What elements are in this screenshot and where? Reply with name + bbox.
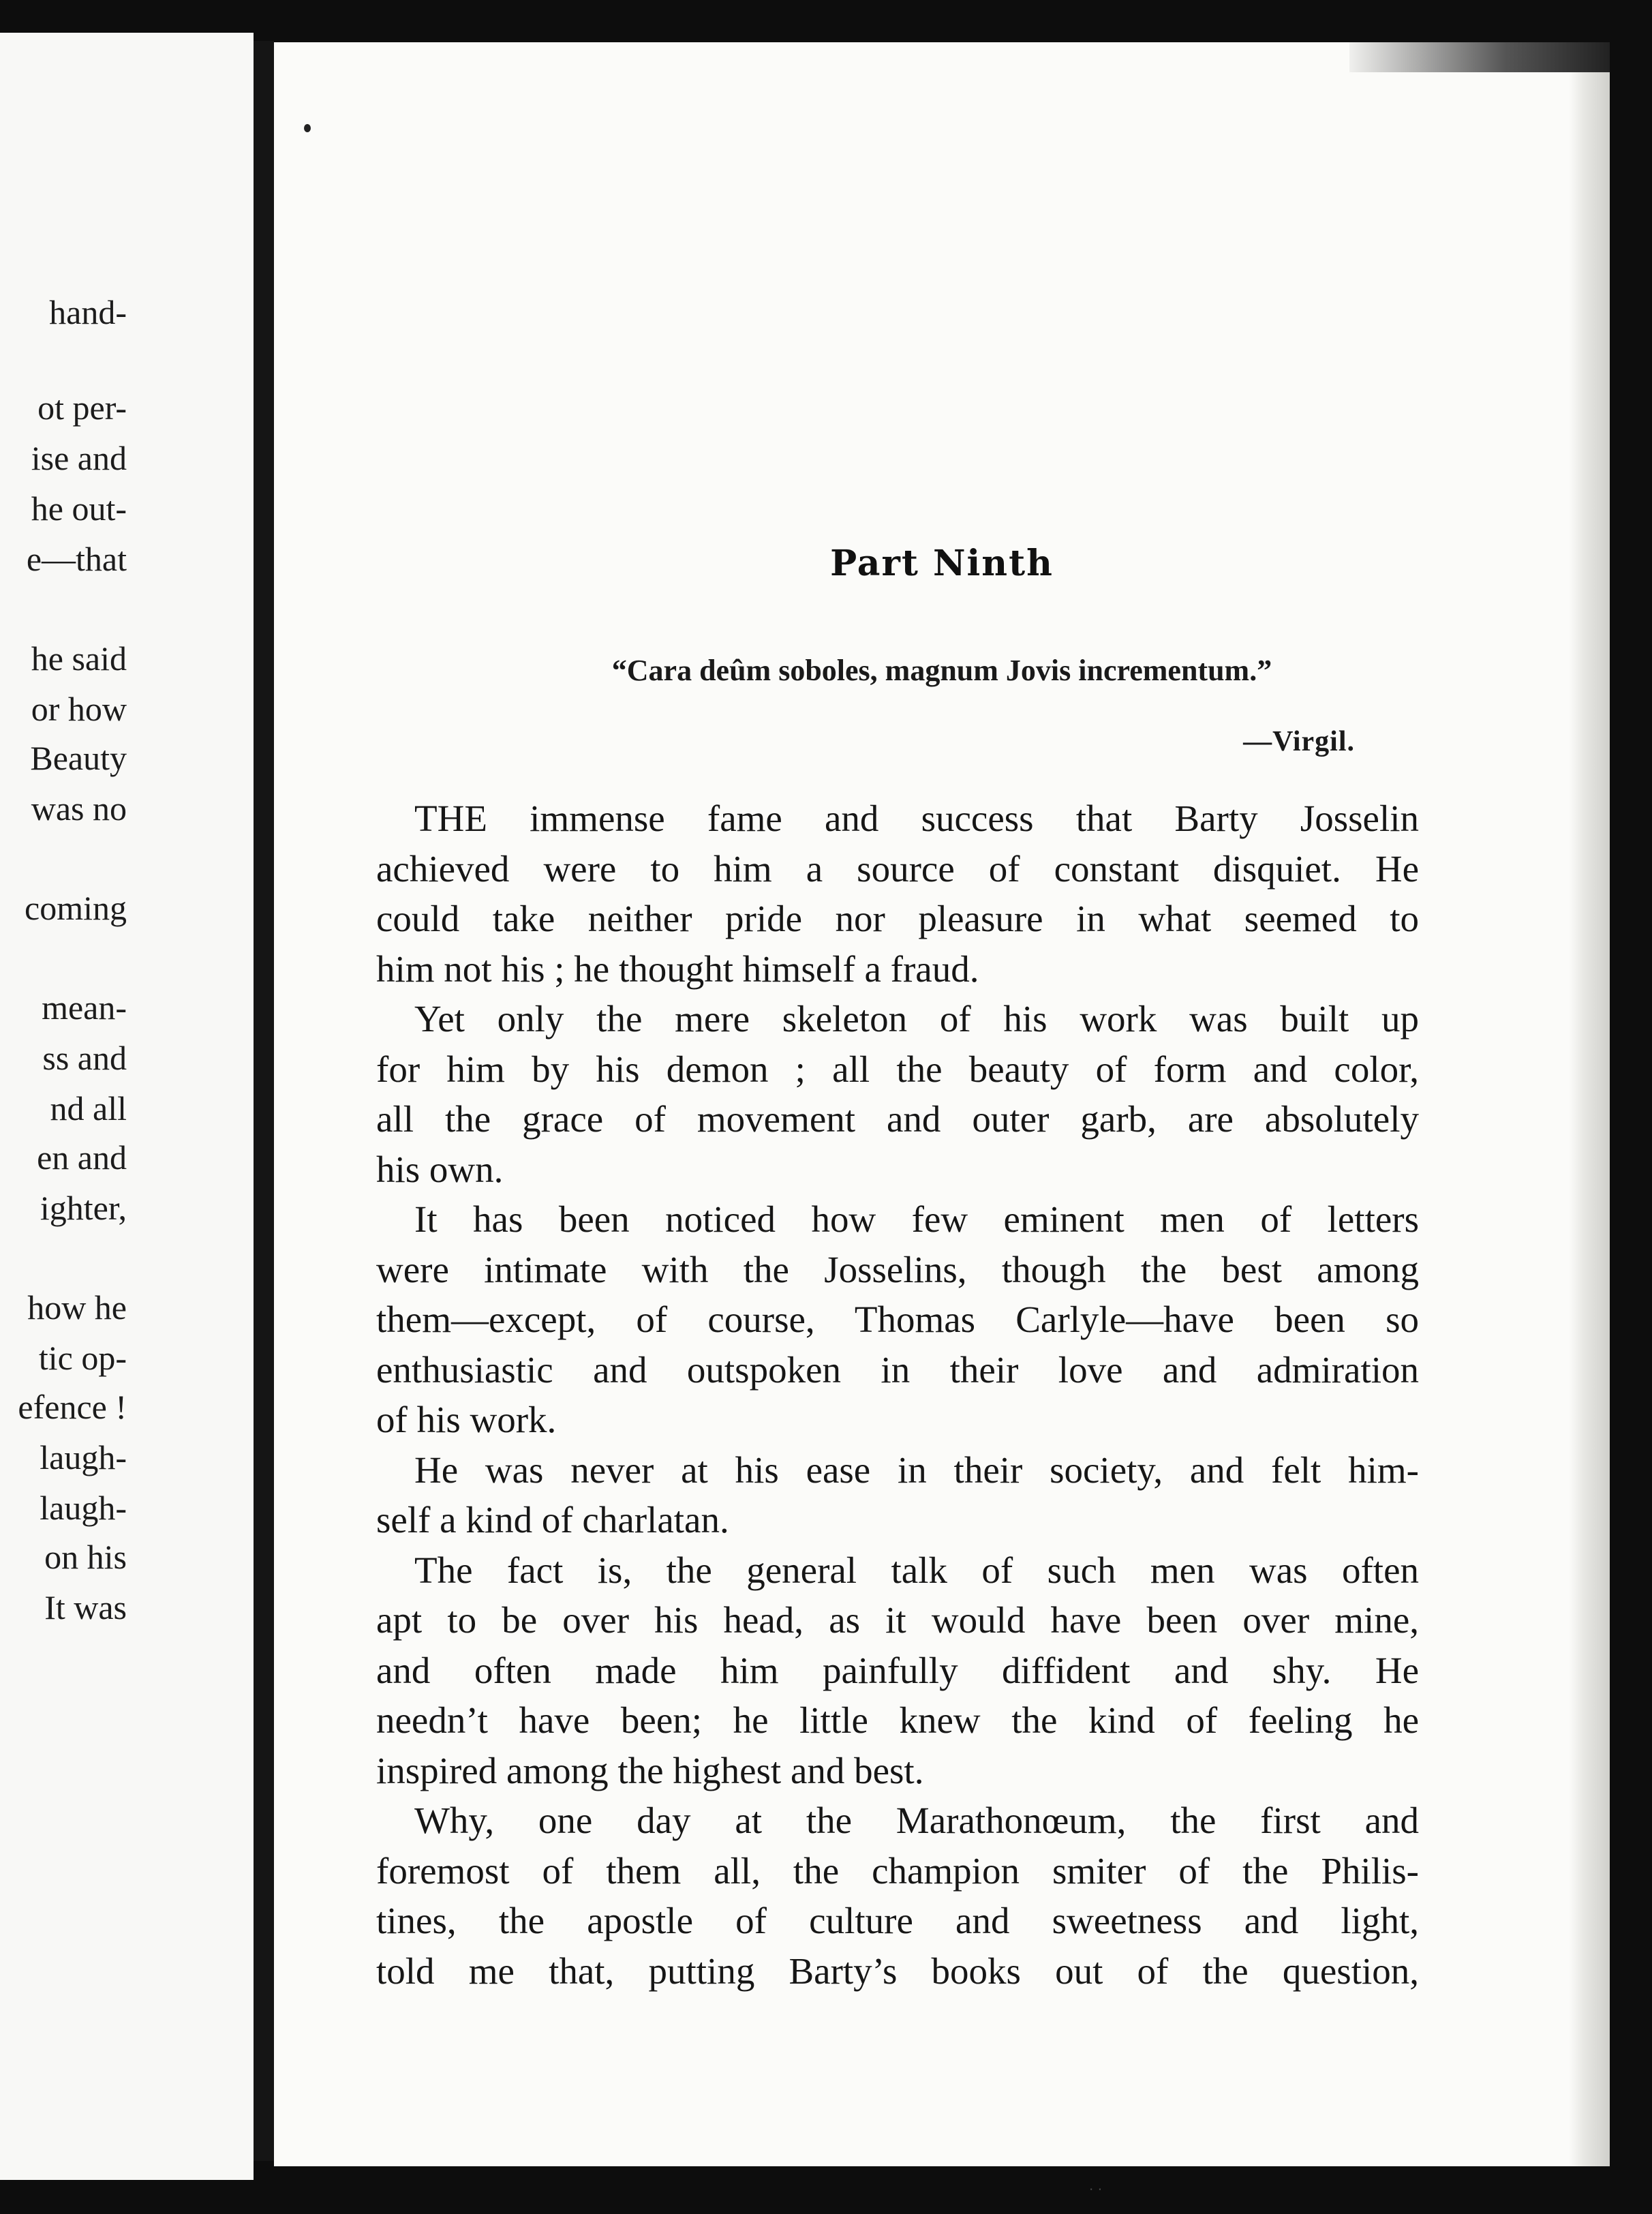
left-line: tic op- bbox=[38, 1339, 127, 1377]
text-line: of his work. bbox=[376, 1399, 557, 1440]
ink-speck bbox=[304, 124, 311, 132]
text-line: told me that, putting Barty’s books out of the question, bbox=[376, 1950, 1419, 1992]
left-line: e—that bbox=[26, 540, 127, 578]
left-line: efence ! bbox=[18, 1388, 127, 1426]
left-line: nd all bbox=[50, 1089, 127, 1127]
left-line: mean- bbox=[42, 988, 127, 1027]
text-line: all the grace of movement and outer garb, are absolutely bbox=[376, 1098, 1419, 1140]
epigraph: “Cara deûm soboles, magnum Jovis incrementum.” bbox=[611, 654, 1272, 687]
text-line: for him by his demon ; all the beauty of form and color, bbox=[376, 1048, 1419, 1090]
left-line: ighter, bbox=[40, 1189, 127, 1227]
left-line: or how bbox=[31, 690, 127, 728]
main-page bbox=[274, 42, 1610, 2166]
left-line: laugh- bbox=[40, 1438, 127, 1476]
text-line: foremost of them all, the champion smiter of the Philis- bbox=[376, 1849, 1419, 1892]
text-line: and often made him painfully diffident and shy. He bbox=[376, 1649, 1419, 1691]
text-line: Yet only the mere skeleton of his work was built up bbox=[414, 998, 1419, 1040]
text-line: them—except, of course, Thomas Carlyle—have been so bbox=[376, 1299, 1419, 1340]
part-heading: Part Ninth bbox=[830, 543, 1054, 584]
footer-marks: · · bbox=[1089, 2181, 1103, 2198]
text-line: He was never at his ease in their society, and felt him- bbox=[414, 1449, 1419, 1491]
left-line: en and bbox=[37, 1138, 127, 1177]
left-line: was no bbox=[31, 789, 127, 828]
left-line: ise and bbox=[31, 439, 127, 477]
text-line: inspired among the highest and best. bbox=[376, 1749, 924, 1791]
text-line: apt to be over his head, as it would have been over mine, bbox=[376, 1599, 1419, 1641]
left-line: Beauty bbox=[30, 739, 127, 777]
left-line: he said bbox=[31, 639, 127, 678]
text-line: THE immense fame and success that Barty Josselin bbox=[414, 798, 1419, 839]
book-gutter bbox=[254, 41, 274, 2161]
text-line: him not his ; he thought himself a fraud. bbox=[376, 947, 979, 990]
text-line: enthusiastic and outspoken in their love and admiration bbox=[376, 1348, 1419, 1391]
left-line: on his bbox=[44, 1538, 127, 1576]
text-line: needn’t have been; he little knew the kind of feeling he bbox=[376, 1699, 1419, 1741]
left-line: he out- bbox=[31, 489, 127, 528]
left-line: how he bbox=[27, 1288, 127, 1326]
body-text bbox=[376, 793, 1419, 1996]
text-line: The fact is, the general talk of such men was often bbox=[414, 1549, 1419, 1591]
text-line: It has been noticed how few eminent men of letters bbox=[414, 1198, 1419, 1240]
text-line: achieved were to him a source of constant disquiet. He bbox=[376, 847, 1419, 890]
text-line: Why, one day at the Marathonœum, the first and bbox=[414, 1800, 1419, 1841]
left-line: hand- bbox=[49, 293, 127, 331]
text-line: tines, the apostle of culture and sweetness and light, bbox=[376, 1900, 1419, 1941]
left-line: ss and bbox=[42, 1039, 127, 1077]
text-line: self a kind of charlatan. bbox=[376, 1499, 729, 1541]
left-line: ot per- bbox=[37, 389, 127, 427]
page-edge-shadow bbox=[1569, 42, 1610, 2166]
left-line: It was bbox=[44, 1588, 127, 1626]
left-line: coming bbox=[25, 889, 127, 927]
text-line: his own. bbox=[376, 1148, 504, 1190]
epigraph-attribution: —Virgil. bbox=[1243, 726, 1355, 757]
previous-page bbox=[0, 33, 254, 2180]
text-line: could take neither pride nor pleasure in what seemed to bbox=[376, 898, 1419, 939]
left-line: laugh- bbox=[40, 1489, 127, 1527]
text-line: were intimate with the Josselins, though the best among bbox=[376, 1248, 1419, 1290]
page-top-shadow bbox=[1349, 42, 1610, 72]
